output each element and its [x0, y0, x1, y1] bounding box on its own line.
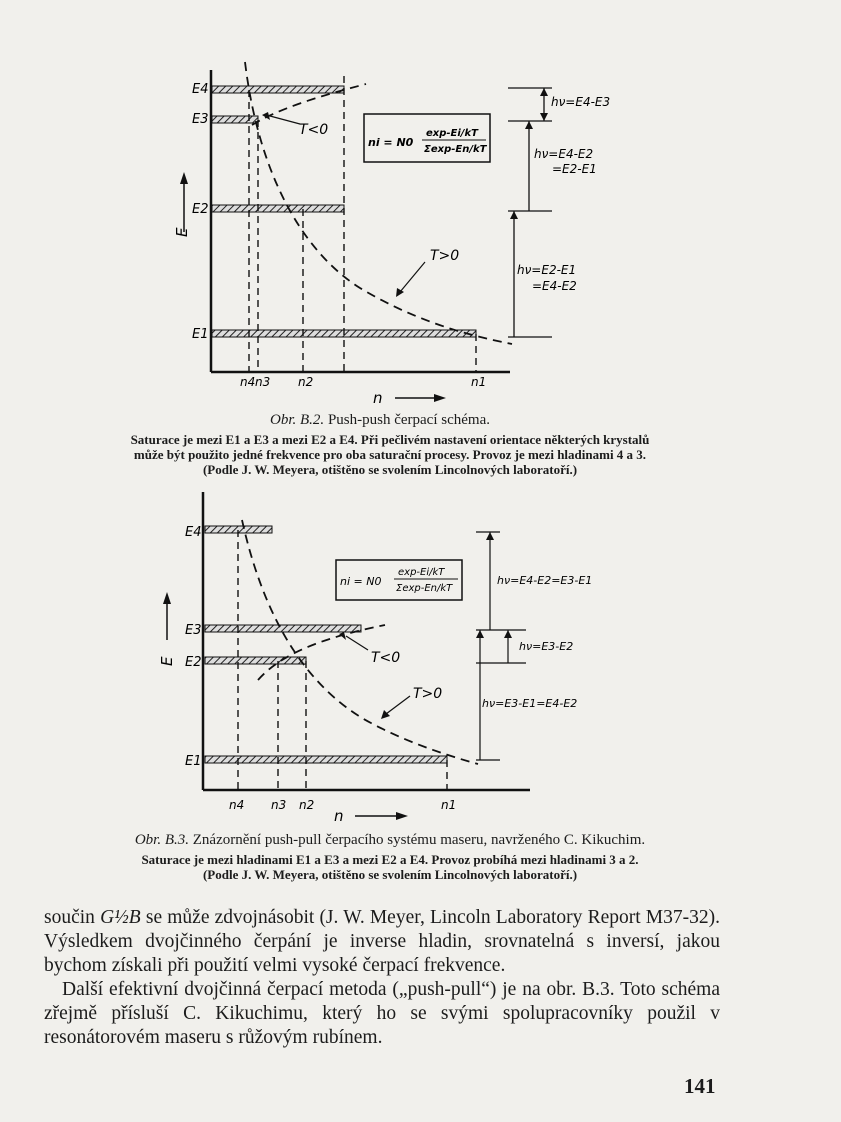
figure2-axis-n: n [334, 807, 344, 825]
figure1-caption-line3: (Podle J. W. Meyera, otištěno se svolením Lincolnových laboratoří.) [202, 462, 578, 477]
figure2-transition-upper: hν=E4-E2=E3-E1 [497, 574, 593, 587]
figure2-label-hot: T>0 [413, 686, 443, 702]
paragraph-1-start: součin [44, 907, 101, 928]
figure1-population-guides [249, 76, 476, 372]
paragraph-1-rest: se může zdvojnásobit (J. W. Meyer, Lincoln Laboratory Report M37-32). Výsledkem dvojčinného čerpání je inverse hladin, srovnatelná s inversí, jakou bychom získali při použití velmi vysoké čerpací frekvence. [44, 907, 720, 976]
figure1-formula-box [364, 114, 490, 162]
figure1-caption-line2: může být použito jedné frekvence pro oba saturační procesy. Provoz je mezi hladinami 4 a 3. [133, 447, 647, 462]
figure1-formula-left: ni = N0 [368, 136, 414, 149]
figure1-formula-den: Σexp-En/kT [424, 144, 487, 155]
figure2-level-e2-label: E2 [185, 655, 202, 670]
figure2-pop-n2: n2 [299, 798, 315, 812]
figure1-level-e4-label: E4 [192, 82, 209, 97]
figure2-label-cold: T<0 [371, 650, 401, 666]
figure1-pop-n2: n2 [298, 375, 314, 389]
figure2-level-e3-label: E3 [185, 623, 202, 638]
formula-g-half-b: G½B [100, 907, 141, 928]
figure1-pop-n4: n4 [240, 375, 256, 389]
figure1-level-e1-label: E1 [192, 327, 209, 342]
figure1-axis-e: E [173, 227, 191, 237]
figure2-curve-cold [258, 625, 385, 680]
figure1-formula-num: exp-Ei/kT [426, 128, 478, 139]
figure1-caption-title [100, 412, 660, 429]
figure1-caption-heading: Push-push čerpací schéma. [327, 412, 490, 428]
figure1-pop-n1: n1 [471, 375, 487, 389]
body-text [44, 906, 720, 1050]
figure1-caption-line1: Saturace je mezi E1 a E3 a mezi E2 a E4. Při pečlivém nastavení orientace některých krystalů [130, 432, 650, 447]
figure2-caption-label: Obr. B.3. [134, 832, 190, 848]
figure2-axis-e: E [158, 656, 176, 666]
figure2-axes [163, 492, 530, 820]
figure2-caption-title [40, 832, 740, 849]
figure1-level-e2-bar [212, 205, 344, 212]
figure1-axis-n: n [373, 389, 383, 407]
figure1-curve-hot [245, 62, 512, 344]
figure1-transition-e2-e1-eq: =E2-E1 [552, 162, 597, 176]
figure2-level-e1-label: E1 [185, 754, 202, 769]
figure1-level-e3-label: E3 [192, 112, 209, 127]
page-number: 141 [684, 1074, 716, 1098]
figure2-formula-den: Σexp-En/kT [396, 583, 453, 594]
figure1-transition-e4-e2-eq: =E4-E2 [532, 279, 577, 293]
figure2-pop-n4: n4 [229, 798, 245, 812]
figure1-label-cold: T<0 [299, 122, 329, 138]
paragraph-2: Další efektivní dvojčinná čerpací metoda („push-pull“) je na obr. B.3. Toto schéma zřejmě přísluší C. Kikuchimu, který ho se svými spolupracovníky použil v resonátorovém maseru s růžovým rubínem. [44, 979, 720, 1048]
figure2-level-e3-bar [205, 625, 361, 632]
figure2-pop-n3: n3 [271, 798, 287, 812]
figure1-level-e3-bar [212, 116, 258, 123]
figure2-formula-box [336, 560, 462, 600]
paragraph-1 [44, 906, 720, 978]
figure1-label-hot: T>0 [430, 248, 460, 264]
figure2-caption-line1: Saturace je mezi hladinami E1 a E3 a mezi E2 a E4. Provoz probíhá mezi hladinami 3 a 2. [141, 852, 639, 867]
figure2-level-e4-label: E4 [185, 525, 202, 540]
figure1-level-e4-bar [212, 86, 344, 93]
figure2-transition-lower: hν=E3-E1=E4-E2 [482, 697, 578, 710]
figure1-pop-n3: n3 [255, 375, 271, 389]
figure1-caption-label: Obr. B.2. [270, 412, 325, 428]
figure1-transition-e4-e2: hν=E4-E2 [534, 147, 594, 161]
figure2-transition-middle: hν=E3-E2 [519, 640, 574, 653]
figure2-caption-heading: Znázornění push-pull čerpacího systému maseru, navrženého C. Kikuchim. [192, 832, 646, 848]
figure2-caption [40, 852, 740, 882]
figure1-transition-e4-e3: hν=E4-E3 [551, 95, 611, 109]
figure2-level-e1-bar [205, 756, 447, 763]
figure2-pop-n1: n1 [441, 798, 457, 812]
figure2-formula-num: exp-Ei/kT [398, 567, 445, 578]
figure2-caption-line2: (Podle J. W. Meyera, otištěno se svolením Lincolnových laboratoří.) [202, 867, 578, 882]
figure2-level-e2-bar [205, 657, 306, 664]
figure1-transition-e2-e1: hν=E2-E1 [517, 263, 577, 277]
figure1-caption [40, 432, 740, 477]
figure2-formula-left: ni = N0 [340, 575, 382, 588]
figure1-level-e2-label: E2 [192, 202, 209, 217]
